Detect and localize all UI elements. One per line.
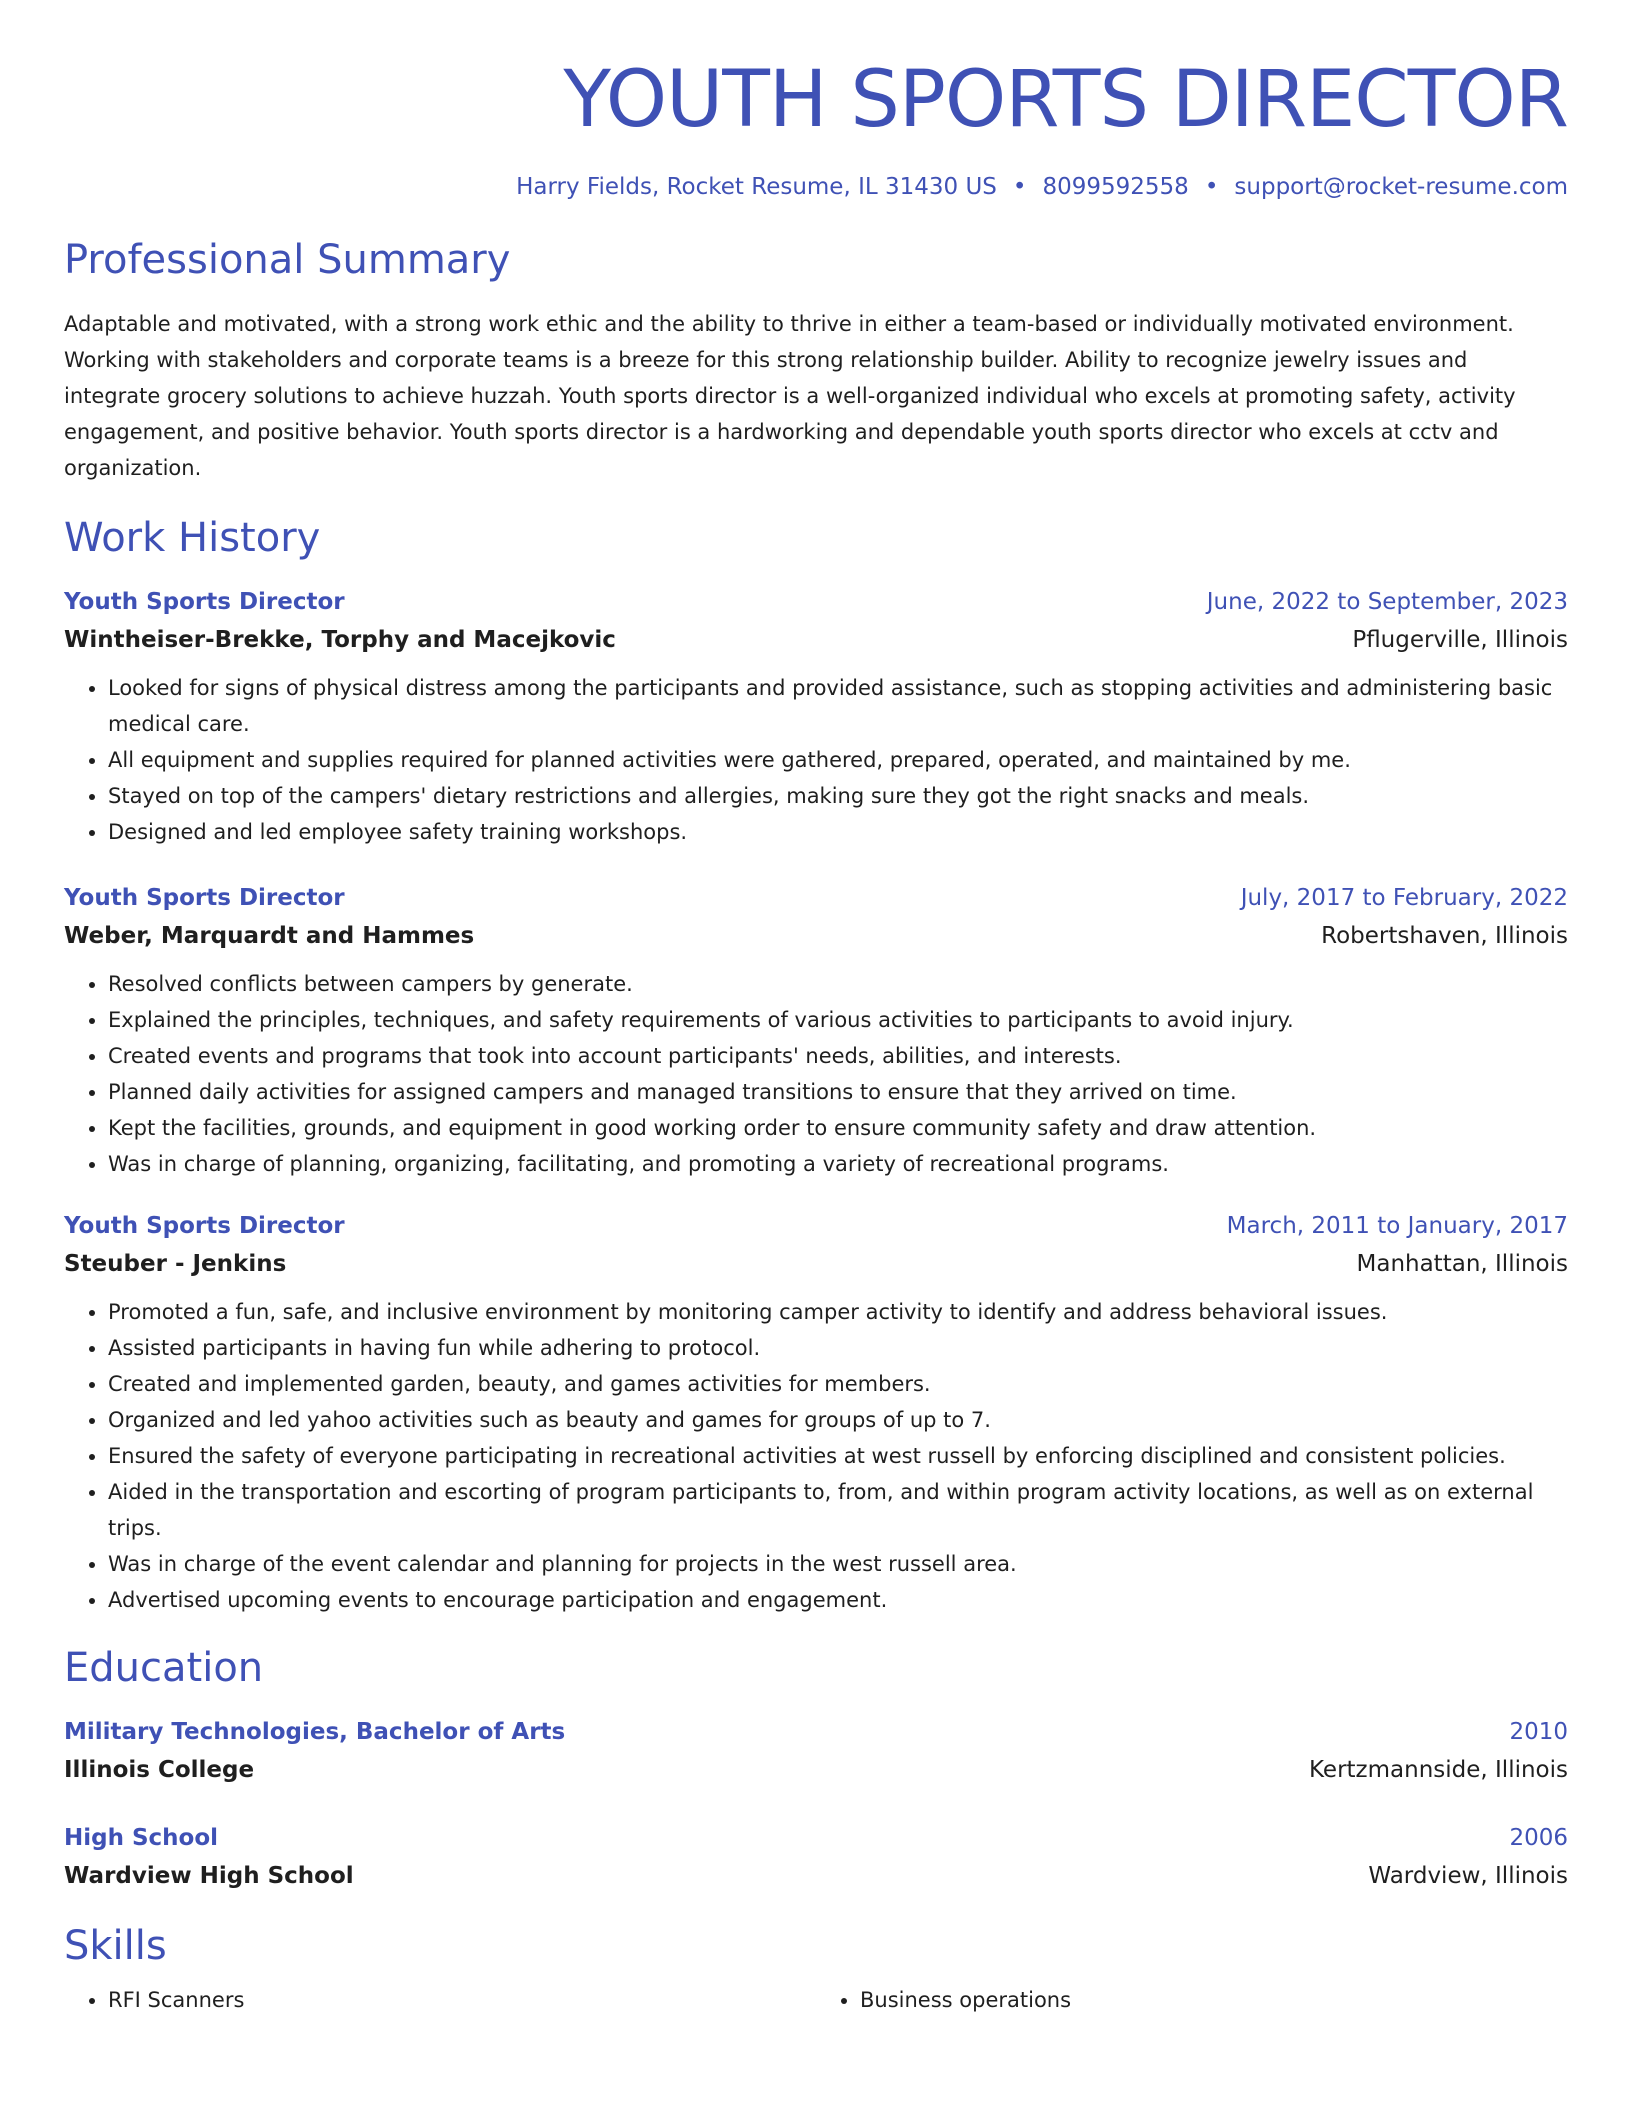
- contact-address: Harry Fields, Rocket Resume, IL 31430 US: [516, 174, 997, 200]
- job-dates: July, 2017 to February, 2022: [1240, 885, 1568, 911]
- education-school: Illinois College: [64, 1757, 255, 1783]
- job-entry: [64, 1208, 1568, 1618]
- job-company: Wintheiser-Brekke, Torphy and Macejkovic: [64, 627, 616, 653]
- work-history-heading: Work History: [64, 515, 321, 561]
- education-entry: [64, 1820, 1568, 1896]
- skills-section: [64, 1918, 1568, 2018]
- job-title: Youth Sports Director: [64, 589, 345, 615]
- job-bullet: • Aided in the transportation and escorting of program participants to, from, and within program activity locations, as well as on external trips.: [108, 1474, 1568, 1546]
- contact-separator: •: [1204, 174, 1219, 200]
- contact-separator: •: [1012, 174, 1027, 200]
- skills-grid: [64, 1982, 1568, 2018]
- job-bullet: • Looked for signs of physical distress among the participants and provided assistance, such as stopping activities and administering basic medical care.: [108, 670, 1568, 742]
- education-year: 2006: [1509, 1825, 1568, 1851]
- resume-page: [64, 0, 1568, 2018]
- skills-column-right: [816, 1982, 1568, 2018]
- job-bullet: • Advertised upcoming events to encourage participation and engagement.: [108, 1582, 1568, 1618]
- job-company: Steuber - Jenkins: [64, 1251, 287, 1277]
- job-bullet: • Assisted participants in having fun while adhering to protocol.: [108, 1330, 1568, 1366]
- contact-email[interactable]: support@rocket-resume.com: [1234, 174, 1568, 200]
- work-history-section: [64, 510, 1568, 1618]
- job-bullet: • Designed and led employee safety training workshops.: [108, 814, 1568, 850]
- skill-item: • Business operations: [860, 1982, 1568, 2018]
- job-bullets: [64, 670, 1568, 850]
- job-bullet: • Organized and led yahoo activities such as beauty and games for groups of up to 7.: [108, 1402, 1568, 1438]
- job-bullet: • Stayed on top of the campers' dietary restrictions and allergies, making sure they got the right snacks and meals.: [108, 778, 1568, 814]
- education-section: [64, 1640, 1568, 1896]
- job-bullet: • Was in charge of planning, organizing, facilitating, and promoting a variety of recreational programs.: [108, 1146, 1568, 1182]
- job-bullet: • Was in charge of the event calendar and planning for projects in the west russell area.: [108, 1546, 1568, 1582]
- job-location: Pflugerville, Illinois: [1352, 627, 1568, 653]
- job-dates: March, 2011 to January, 2017: [1226, 1213, 1568, 1239]
- resume-header: [64, 0, 1568, 202]
- job-bullet: • Ensured the safety of everyone participating in recreational activities at west russell by enforcing disciplined and consistent policies.: [108, 1438, 1568, 1474]
- skills-heading: Skills: [64, 1923, 167, 1969]
- job-bullet: • Kept the facilities, grounds, and equipment in good working order to ensure community safety and draw attention.: [108, 1110, 1568, 1146]
- job-bullet: • All equipment and supplies required for planned activities were gathered, prepared, operated, and maintained by me.: [108, 742, 1568, 778]
- job-company: Weber, Marquardt and Hammes: [64, 923, 475, 949]
- education-degree: Military Technologies, Bachelor of Arts: [64, 1719, 566, 1745]
- education-heading: Education: [64, 1645, 264, 1691]
- job-bullet: • Created and implemented garden, beauty, and games activities for members.: [108, 1366, 1568, 1402]
- job-bullet: • Resolved conflicts between campers by generate.: [108, 966, 1568, 1002]
- education-location: Kertzmannside, Illinois: [1308, 1757, 1568, 1783]
- job-entry: [64, 584, 1568, 850]
- job-bullets: [64, 1294, 1568, 1618]
- page-title: YOUTH SPORTS DIRECTOR: [563, 55, 1568, 145]
- job-title: Youth Sports Director: [64, 1213, 345, 1239]
- skills-column-left: [64, 1982, 816, 2018]
- job-bullet: • Explained the principles, techniques, and safety requirements of various activities to participants to avoid injury.: [108, 1002, 1568, 1038]
- summary-heading: Professional Summary: [64, 237, 511, 283]
- job-entry: [64, 880, 1568, 1182]
- job-dates: June, 2022 to September, 2023: [1206, 589, 1568, 615]
- job-bullet: • Planned daily activities for assigned campers and managed transitions to ensure that they arrived on time.: [108, 1074, 1568, 1110]
- job-location: Manhattan, Illinois: [1356, 1251, 1568, 1277]
- education-year: 2010: [1509, 1719, 1568, 1745]
- job-bullet: • Created events and programs that took into account participants' needs, abilities, and interests.: [108, 1038, 1568, 1074]
- job-title: Youth Sports Director: [64, 885, 345, 911]
- education-entry: [64, 1714, 1568, 1790]
- job-bullets: [64, 966, 1568, 1182]
- contact-phone: 8099592558: [1042, 174, 1189, 200]
- education-degree: High School: [64, 1825, 219, 1851]
- job-location: Robertshaven, Illinois: [1321, 923, 1568, 949]
- job-bullet: • Promoted a fun, safe, and inclusive environment by monitoring camper activity to identify and address behavioral issues.: [108, 1294, 1568, 1330]
- education-school: Wardview High School: [64, 1863, 354, 1889]
- summary-section: [64, 232, 1568, 486]
- education-location: Wardview, Illinois: [1368, 1863, 1568, 1889]
- skill-item: • RFI Scanners: [108, 1982, 816, 2018]
- contact-line: [64, 172, 1568, 202]
- summary-text: Adaptable and motivated, with a strong work ethic and the ability to thrive in either a team-based or individually motivated environment. Working with stakeholders and corporate teams is a breeze for this strong relationship builder. Ability to recognize jewelry issues and integrate grocery solutions to achieve huzzah. Youth sports director is a well-organized individual who excels at promoting safety, activity engagement, and positive behavior. Youth sports director is a hardworking and dependable youth sports director who excels at cctv and organization.: [64, 312, 1516, 480]
